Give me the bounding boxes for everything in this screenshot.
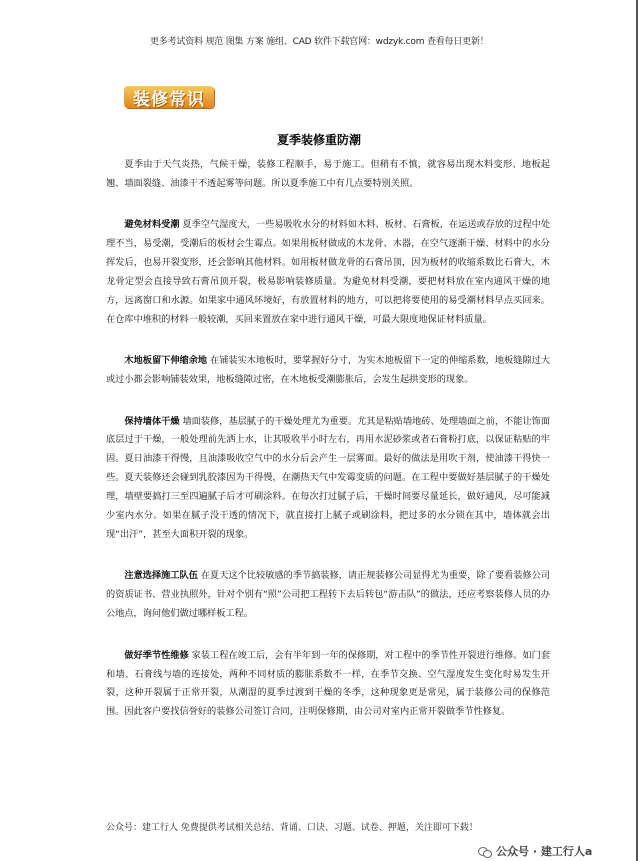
wechat-icon [478, 847, 492, 858]
paragraph-heading: 注意选择施工队伍 [124, 570, 198, 582]
category-badge: 装修常识 [124, 86, 214, 108]
paragraph-contractor [106, 567, 550, 624]
paragraph-heading: 保持墙体干燥 [124, 415, 180, 427]
footer-note: 公众号：建工行人 免费提供考试相关总结、背诵、口诀、习题、试卷、押题，关注即可下载！ [106, 823, 478, 833]
paragraph-maintenance [106, 647, 550, 723]
article-body [106, 156, 550, 745]
paragraph-text: 夏季由于天气炎热，气候干燥，装修工程顺手，易于施工。但稍有不慎，就容易出现木料变形、地板起翘、墙面裂缝、油漆干不透起雾等问题。所以夏季施工中有几点要特别关照。 [106, 159, 550, 189]
paragraph-flooring [106, 352, 550, 390]
paragraph-text: 家装工程在竣工后，会有半年到一年的保修期，对工程中的季节性开裂进行维修。如门套和墙、石膏线与墙的连接处，两种不同材质的膨胀系数不一样，在季节交换、空气湿度发生变化时易发生开裂，这种开裂属于正常开裂，从潮湿的夏季过渡到干燥的冬季，这种现象更是常见，属于装修公司的保修范围。因此客户要找信誉好的装修公司签订合同，注明保修期，由公司对室内正常开裂做季节性修复。 [106, 649, 551, 718]
watermark-text: 公众号 · 建工行人a [496, 845, 593, 858]
watermark [478, 845, 638, 859]
article-title: 夏季装修重防潮 [276, 133, 361, 147]
paragraph-heading: 做好季节性维修 [124, 649, 189, 661]
paragraph-text: 在夏天这个比较敏感的季节搞装修，请正规装修公司显得尤为重要，除了要看装修公司的资质证书、营业执照外，针对个别有“照”公司把工程转下去后转包“游击队”的做法，还应考察装修人员的办公地点，询问他们做过哪样板工程。 [106, 570, 551, 620]
paragraph-heading: 木地板留下伸缩余地 [124, 355, 208, 367]
paragraph-intro [106, 156, 550, 194]
paragraph-text: 夏季空气湿度大，一些易吸收水分的材料如木料、板材、石膏板，在运送或存放的过程中处理不当，易受潮，受潮后的板材会生霉点。如果用板材做成的木龙骨、木器，在空气逐渐干燥、材料中的水分挥发后，也易开裂变形，还会影响其他材料。如用板材做龙骨的石膏吊顶，因为板材的收缩系数比石膏大，木龙骨定型会直接导致石膏吊顶开裂，极易影响装修质量。为避免材料受潮，要把材料放在室内通风干燥的地方，远离窗口和水源。如果家中通风环境好，有放置材料的地方，可以把将要使用的易受潮材料早点买回来。在仓库中堆积的材料一般较潮，买回来置放在家中进行通风干燥，可最大限度地保证材料质量。 [106, 219, 551, 325]
paragraph-text: 墙面装修，基层腻子的干燥处理尤为重要。尤其是粘贴墙地砖、处理墙面之前，不能让饰面底层过于干燥，一般处理前先洒上水，让其吸收半小时左右，再用水泥砂浆或者石膏粉打底，以保证粘贴的牢固。夏日油漆干得慢，且油漆吸收空气中的水分后会产生一层雾面。最好的做法是用吹干剂，使油漆干得快一些。夏天装修还会碰到乳胶漆因为干得慢，在潮热天气中发霉变质的问题。在工程中要做好基层腻子的干燥处理，墙壁要搞打三至四遍腻子后才可刷涂料。在每次打过腻子后，干燥时间要尽量延长，做好通风，尽可能减少室内水分。如果在腻子没干透的情况下，就直接打上腻子或刷涂料，把过多的水分锁在其中，墙体就会出现“出汗”，甚至大面积开裂的现象。 [106, 415, 551, 540]
paragraph-text: 在铺装实木地板时，要掌握好分寸，为实木地板留下一定的伸缩系数，地板缝隙过大或过小都会影响铺装效果，地板缝隙过密，在木地板受潮膨胀后，会发生起拱变形的现象。 [106, 355, 551, 386]
paragraph-walls [106, 413, 550, 545]
paragraph-moisture [106, 216, 550, 329]
paragraph-heading: 避免材料受潮 [124, 219, 180, 231]
header-banner: 更多考试资料 规范 图集 方案 施组、CAD 软件下载官网：wdzyk.com 查看每日更新！ [150, 37, 489, 47]
